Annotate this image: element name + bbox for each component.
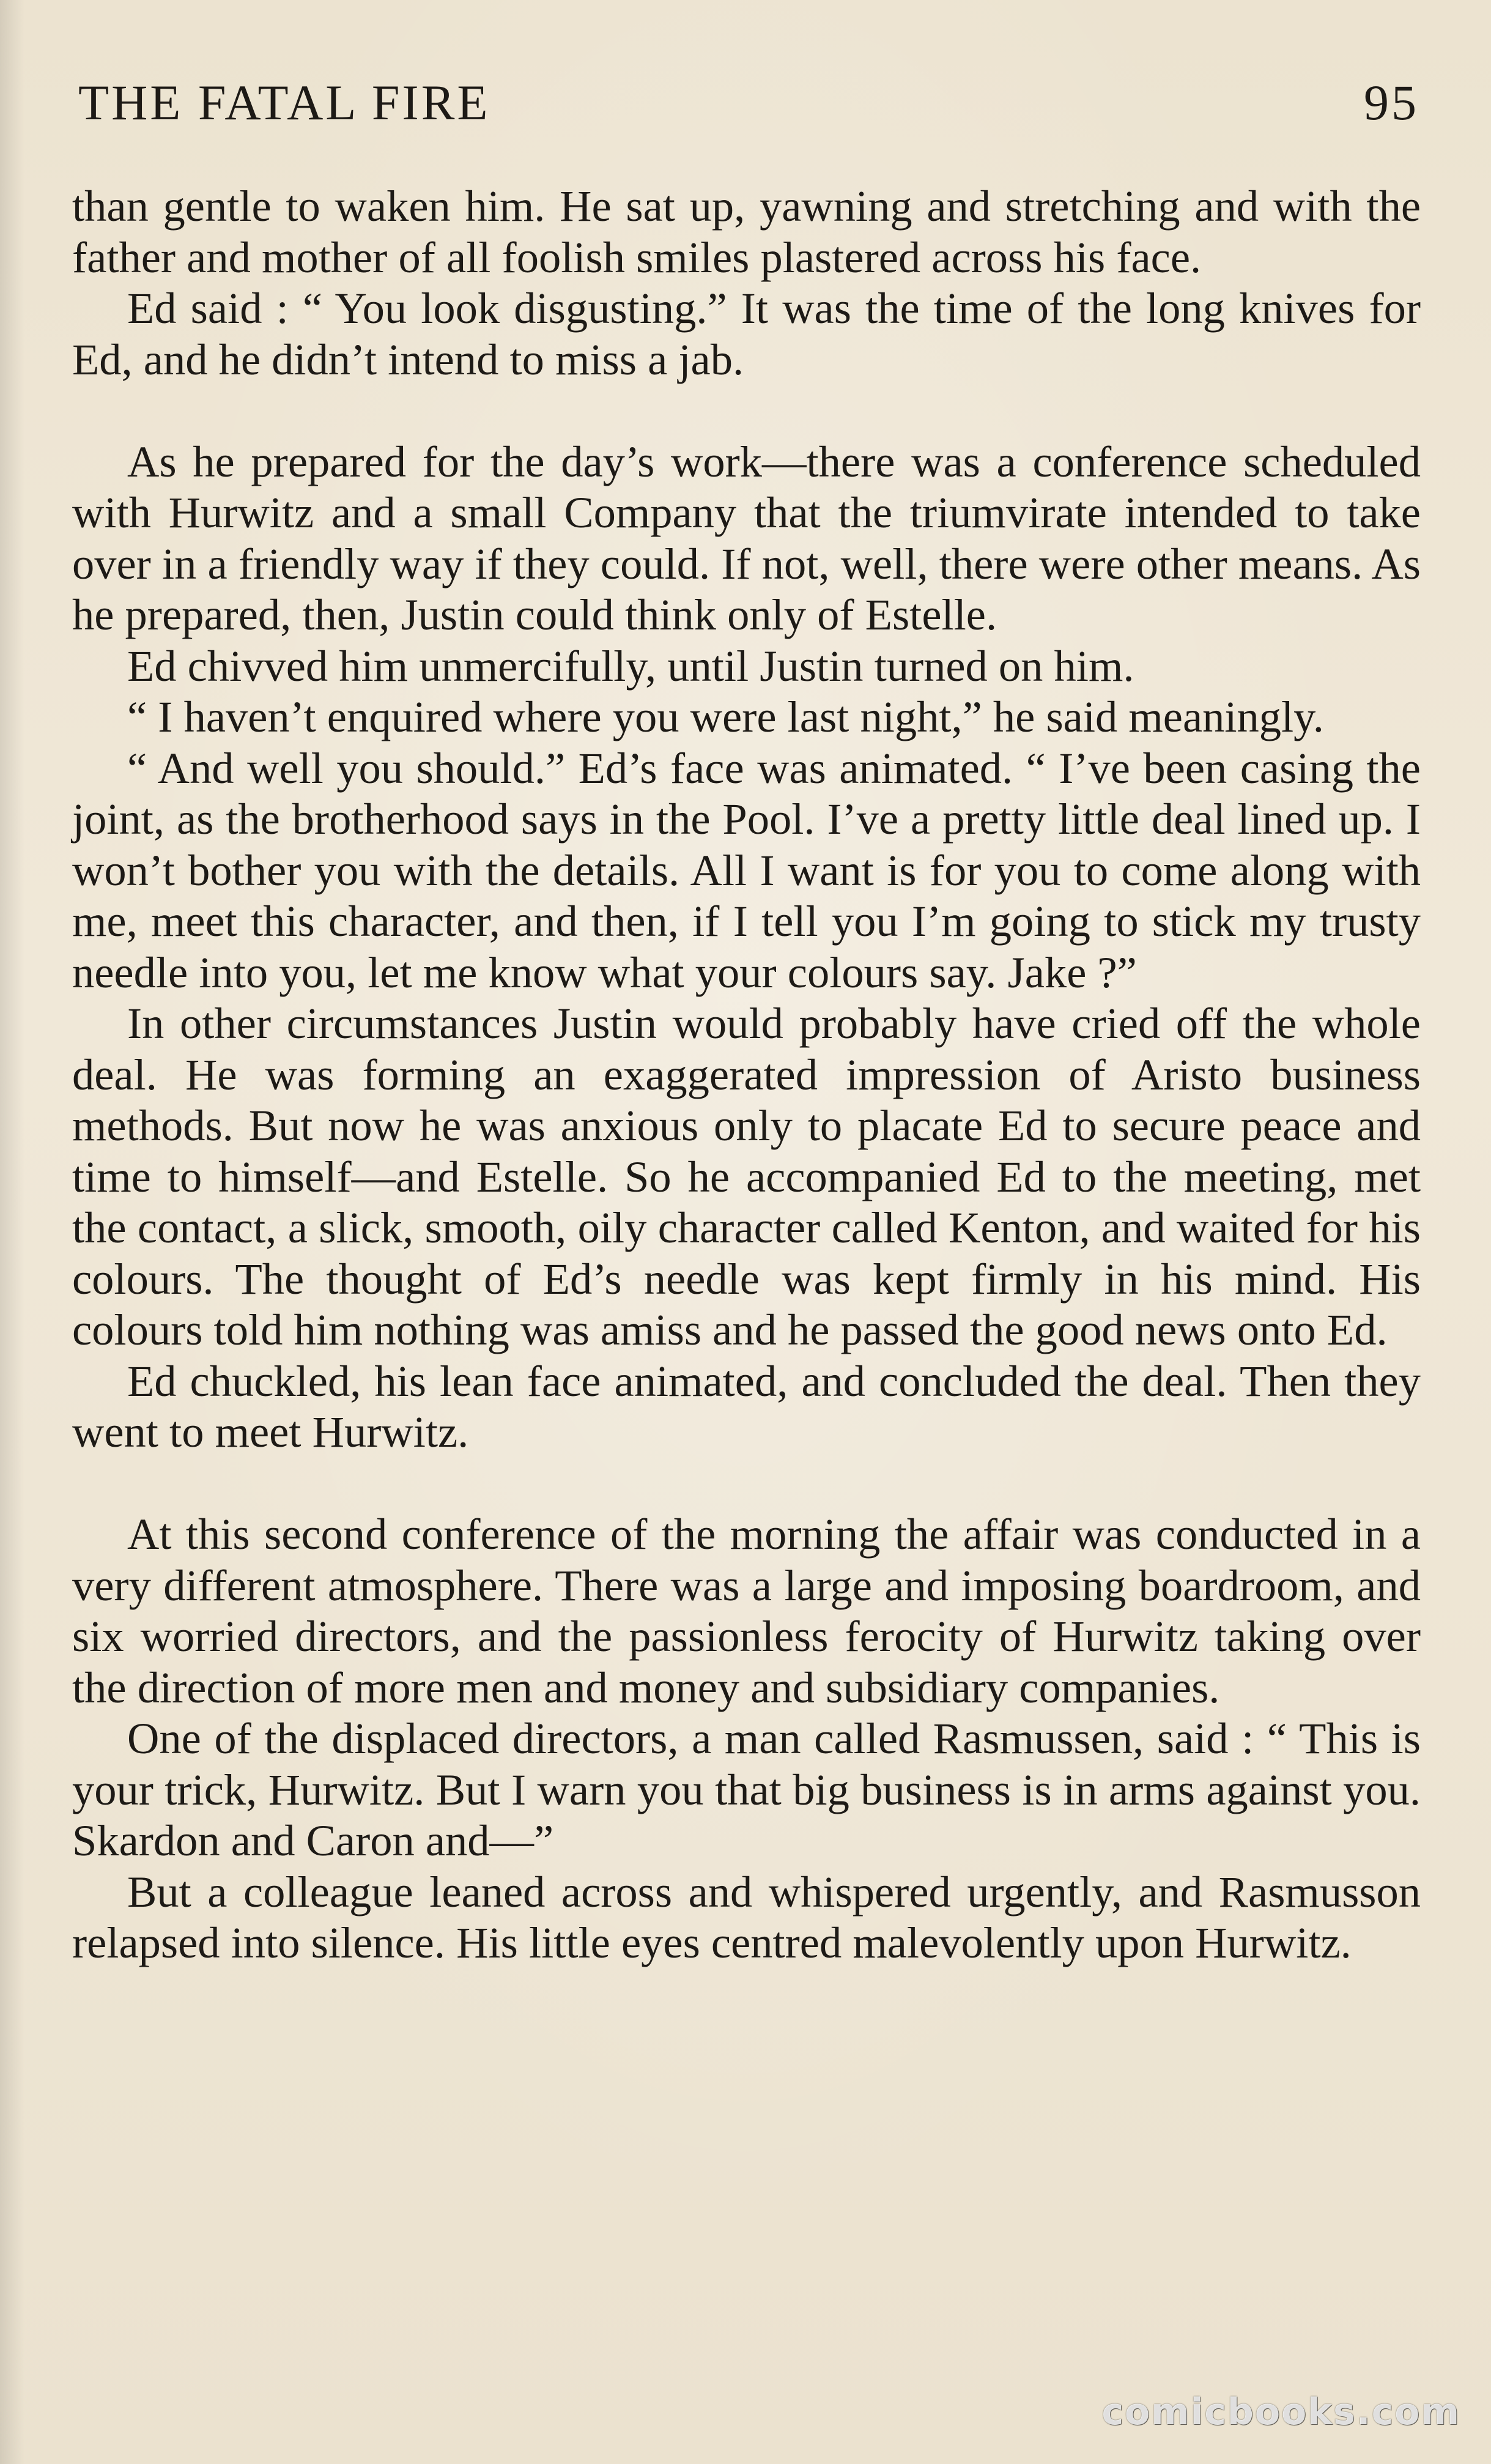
paragraph: In other circumstances Justin would probably have cried off the whole deal. He was forming an exaggerated impression of Aristo business methods. But now he was anxious only to placate Ed to secure peace and time to himself—and Estelle. So he accompanied Ed to the meeting, met the contact, a slick, smooth, oily character called Kenton, and waited for his colours. The thought of Ed’s needle was kept firmly in his mind. His colours told him nothing was amiss and he passed the good news onto Ed.	[72, 998, 1421, 1354]
page-number: 95	[1364, 75, 1419, 130]
paragraph: Ed said : “ You look disgusting.” It was the time of the long knives for Ed, and he didn’t intend to miss a jab.	[72, 283, 1421, 384]
paragraph: But a colleague leaned across and whispered urgently, and Rasmusson relapsed into silence. His little eyes centred malevolently upon Hurwitz.	[72, 1866, 1421, 1967]
body-text	[72, 180, 1421, 1969]
paragraph: than gentle to waken him. He sat up, yawning and stretching and with the father and mother of all foolish smiles plastered across his face.	[72, 181, 1421, 282]
running-head	[78, 72, 1419, 133]
paragraph: As he prepared for the day’s work—there was a conference scheduled with Hurwitz and a small Company that the triumvirate intended to take over in a friendly way if they could. If not, well, there were other means. As he prepared, then, Justin could think only of Estelle.	[72, 436, 1421, 639]
paragraph: At this second conference of the morning the affair was conducted in a very different atmosphere. There was a large and imposing boardroom, and six worried directors, and the passionless ferocity of Hurwitz taking over the direction of more men and money and subsidiary companies.	[72, 1509, 1421, 1712]
paragraph: “ And well you should.” Ed’s face was animated. “ I’ve been casing the joint, as the brotherhood says in the Pool. I’ve a pretty little deal lined up. I won’t bother you with the details. All I want is for you to come along with me, meet this character, and then, if I tell you I’m going to stick my trusty needle into you, let me know what your colours say. Jake ?”	[72, 743, 1421, 997]
paragraph: Ed chuckled, his lean face animated, and concluded the deal. Then they went to meet Hurwitz.	[72, 1356, 1421, 1457]
running-head-title: THE FATAL FIRE	[78, 75, 490, 130]
watermark: comicbooks.com	[1101, 2391, 1460, 2433]
paragraph: Ed chivved him unmercifully, until Justin turned on him.	[127, 640, 1134, 691]
paragraph: “ I haven’t enquired where you were last night,” he said meaningly.	[127, 692, 1324, 741]
paragraph: One of the displaced directors, a man called Rasmussen, said : “ This is your trick, Hurwitz. But I warn you that big business is in arms against you. Skardon and Caron and—”	[72, 1713, 1421, 1865]
